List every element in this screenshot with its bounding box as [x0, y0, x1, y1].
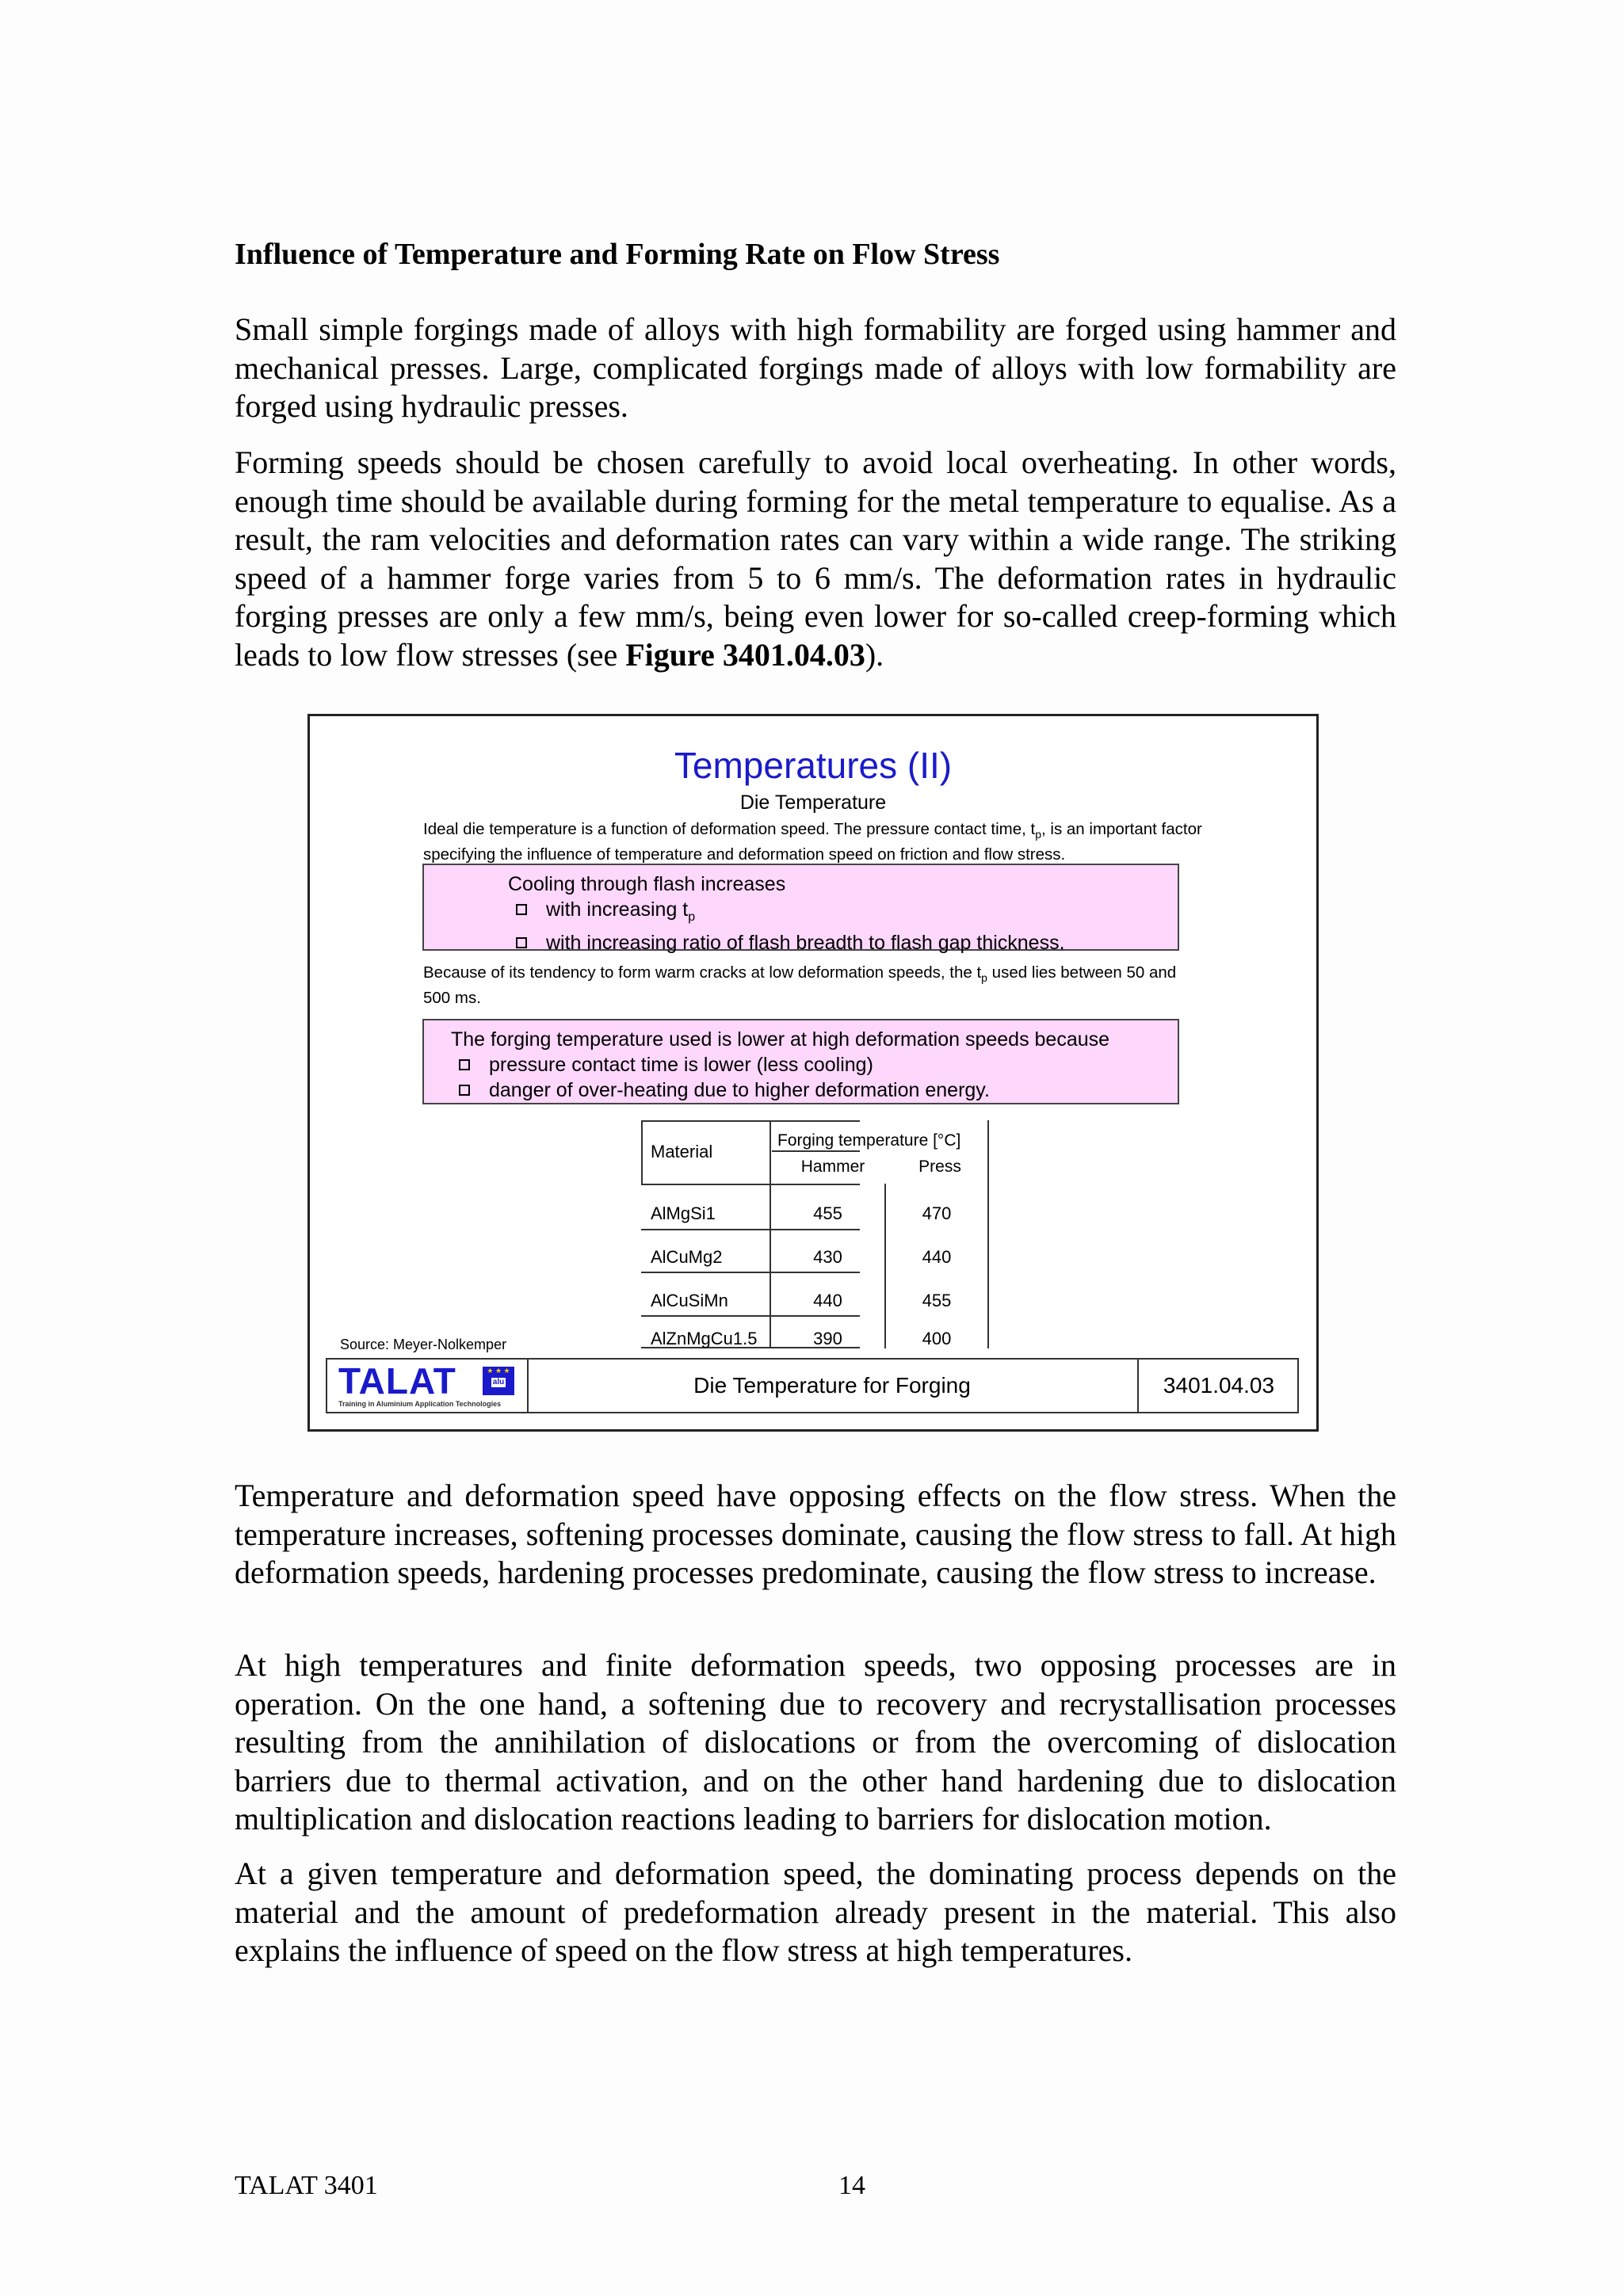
- figure-middle-part: Because of its tendency to form warm cracks at low deformation speeds, the t: [423, 963, 982, 982]
- paragraph-opposing-processes: At high temperatures and finite deformation speeds, two opposing processes are in operation. On the one hand, a softening due to recovery and recrystallisation processes resulting from the annihilation of dislocations or from the overcoming of dislocation barriers due to thermal activation, and on the other hand hardening due to dislocation multiplication and dislocation reactions leading to barriers for dislocation motion.: [235, 1647, 1396, 1836]
- table-header-press: Press: [918, 1158, 961, 1176]
- table-cell-material: AlMgSi1: [651, 1203, 716, 1223]
- paragraph-forming-speeds-end: ).: [865, 636, 884, 673]
- figure-middle-text: [423, 963, 1184, 1009]
- page-number: 14: [838, 2171, 865, 2200]
- table-cell-hammer: 390: [813, 1329, 842, 1348]
- logo-tagline: Training in Aluminium Application Technologies: [338, 1400, 502, 1408]
- paragraph-forging-methods: Small simple forgings made of alloys with high formability are forged using hammer and mechanical presses. Large, complicated forgings made of alloys with low formability are forged using hydraulic presses.: [235, 311, 1396, 424]
- forging-temperature-box: [422, 1019, 1179, 1104]
- checkbox-bullet-icon: [516, 937, 527, 948]
- figure-intro-part: , is an important factor specifying the influence of temperature and deformation speed on friction and flow stress.: [423, 820, 1202, 864]
- table-cell-press: 440: [922, 1247, 952, 1267]
- figure-source: Source: Meyer-Nolkemper: [340, 1337, 507, 1352]
- checkbox-bullet-icon: [459, 1085, 470, 1096]
- cooling-box-item: [508, 897, 1178, 930]
- forging-box-item: [451, 1077, 1178, 1103]
- forging-box-heading: The forging temperature used is lower at high deformation speeds because: [451, 1028, 1110, 1051]
- forging-box-item: [451, 1052, 1178, 1077]
- table-header-hammer: Hammer: [800, 1158, 865, 1176]
- cooling-box: [422, 864, 1179, 954]
- table-cell-material: AlCuMg2: [651, 1247, 723, 1267]
- cooling-box-heading: Cooling through flash increases: [508, 873, 786, 895]
- table-cell-hammer: 455: [813, 1203, 842, 1223]
- table-header-forging-temperature: Forging temperature [°C]: [777, 1131, 961, 1150]
- table-cell-material: AlCuSiMn: [651, 1291, 728, 1310]
- figure-caption: Die Temperature for Forging: [693, 1373, 971, 1398]
- figure-reference: Figure 3401.04.03: [625, 636, 865, 673]
- cooling-box-item-subscript: p: [688, 910, 696, 924]
- figure-middle-subscript: p: [981, 971, 987, 985]
- paragraph-dominating-process: At a given temperature and deformation speed, the dominating process depends on the material and the amount of predeformation already present in the material. This also explains the influence of speed on the flow stress at high temperatures.: [235, 1855, 1396, 1968]
- forging-box-item-text: danger of over-heating due to higher deformation energy.: [489, 1079, 990, 1101]
- table-cell-hammer: 430: [813, 1247, 842, 1267]
- table-cell-press: 455: [922, 1291, 952, 1310]
- figure-footer-bar: [326, 1358, 1299, 1413]
- talat-logo: [327, 1360, 529, 1412]
- paragraph-opposing-effects: Temperature and deformation speed have opposing effects on the flow stress. When the temperature increases, softening processes dominate, causing the flow stress to fall. At high deformation speeds, hardening processes predominate, causing the flow stress to increase.: [235, 1478, 1396, 1590]
- figure-title: Temperatures (II): [674, 745, 953, 786]
- figure-die-temperature: [307, 714, 1319, 1432]
- table-header-material: Material: [651, 1142, 713, 1161]
- table-cell-press: 400: [922, 1329, 952, 1348]
- page-footer-doc-id: TALAT 3401: [235, 2171, 378, 2200]
- cooling-box-item-text: with increasing ratio of flash breadth to flash gap thickness.: [546, 932, 1065, 954]
- table-cell-material: AlZnMgCu1.5: [651, 1329, 758, 1348]
- checkbox-bullet-icon: [516, 904, 527, 915]
- eu-flag-icon: ★ ★ ★ alu: [483, 1367, 514, 1395]
- table-cell-hammer: 440: [813, 1291, 842, 1310]
- figure-intro-part: Ideal die temperature is a function of deformation speed. The pressure contact time, t: [423, 820, 1036, 838]
- paragraph-forming-speeds-text: Forming speeds should be chosen carefully to avoid local overheating. In other words, enough time should be available during forming for the metal temperature to equalise. As a result, the ram velocities and deformation rates can vary within a wide range. The striking speed of a hammer forge varies from 5 to 6 mm/s. The deformation rates in hydraulic forging presses are only a few mm/s, being even lower for so-called creep-forming which leads to low flow stresses (see: [235, 444, 1396, 673]
- forging-box-item-text: pressure contact time is lower (less cooling): [489, 1054, 873, 1076]
- figure-number: 3401.04.03: [1137, 1360, 1299, 1412]
- logo-wordmark: TALAT: [338, 1360, 456, 1402]
- figure-subtitle: Die Temperature: [739, 791, 887, 814]
- table-cell-press: 470: [922, 1203, 952, 1223]
- figure-middle-part: used lies between 50 and 500 ms.: [423, 963, 1177, 1008]
- checkbox-bullet-icon: [459, 1059, 470, 1070]
- figure-intro-text: [423, 819, 1224, 865]
- paragraph-forming-speeds: [235, 444, 1396, 674]
- logo-badge: alu: [492, 1378, 505, 1386]
- figure-intro-subscript: p: [1035, 828, 1042, 841]
- section-heading: Influence of Temperature and Forming Rate on Flow Stress: [235, 238, 1000, 271]
- cooling-box-item: [508, 930, 1178, 955]
- cooling-box-item-text: with increasing t: [546, 898, 689, 921]
